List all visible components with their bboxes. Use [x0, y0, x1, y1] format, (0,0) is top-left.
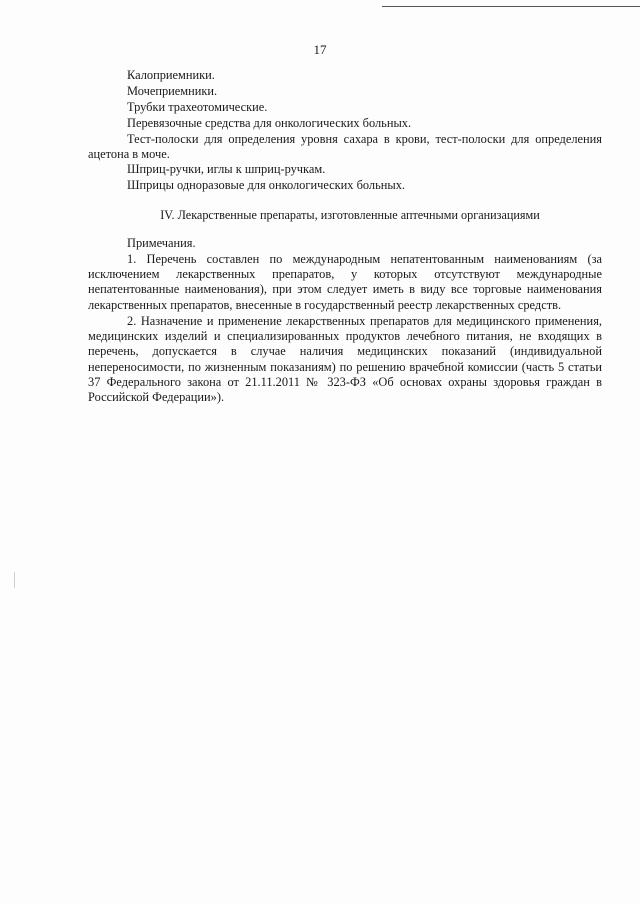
scan-margin-mark	[14, 572, 15, 588]
notes-title: Примечания.	[127, 236, 196, 250]
list-item: Перевязочные средства для онкологических больных.	[127, 116, 412, 130]
list-item: Шприц-ручки, иглы к шприц-ручкам.	[127, 162, 326, 176]
note-paragraph: 2. Назначение и применение лекарственных препаратов для медицинского применения, медицинских изделий и специализированных продуктов лечебного питания, не входящих в перечень, допускается в случае наличия медицинских показаний (индивидуальной непереносимости, по жизненным показаниям) по решению врачебной комиссии (часть 5 статьи 37 Федерального закона от 21.11.2011 № 323-ФЗ «Об основах охраны здоровья граждан в Российской Федерации»).	[88, 314, 602, 405]
page-number: 17	[313, 42, 327, 57]
list-item: Трубки трахеотомические.	[127, 100, 268, 114]
list-item: Калоприемники.	[127, 68, 215, 82]
list-item: Мочеприемники.	[127, 84, 218, 98]
section-heading: IV. Лекарственные препараты, изготовленные аптечными организациями	[160, 208, 540, 222]
list-item: Шприцы одноразовые для онкологических больных.	[127, 178, 405, 192]
list-item: Тест-полоски для определения уровня сахара в крови, тест-полоски для определения ацетона в моче.	[88, 132, 602, 162]
scan-top-rule	[382, 6, 640, 7]
note-paragraph: 1. Перечень составлен по международным непатентованным наименованиям (за исключением лекарственных препаратов, у которых отсутствуют международные непатентованные наименования), при этом следует иметь в виду все торговые наименования лекарственных препаратов, внесенные в государственный реестр лекарственных средств.	[88, 252, 602, 312]
